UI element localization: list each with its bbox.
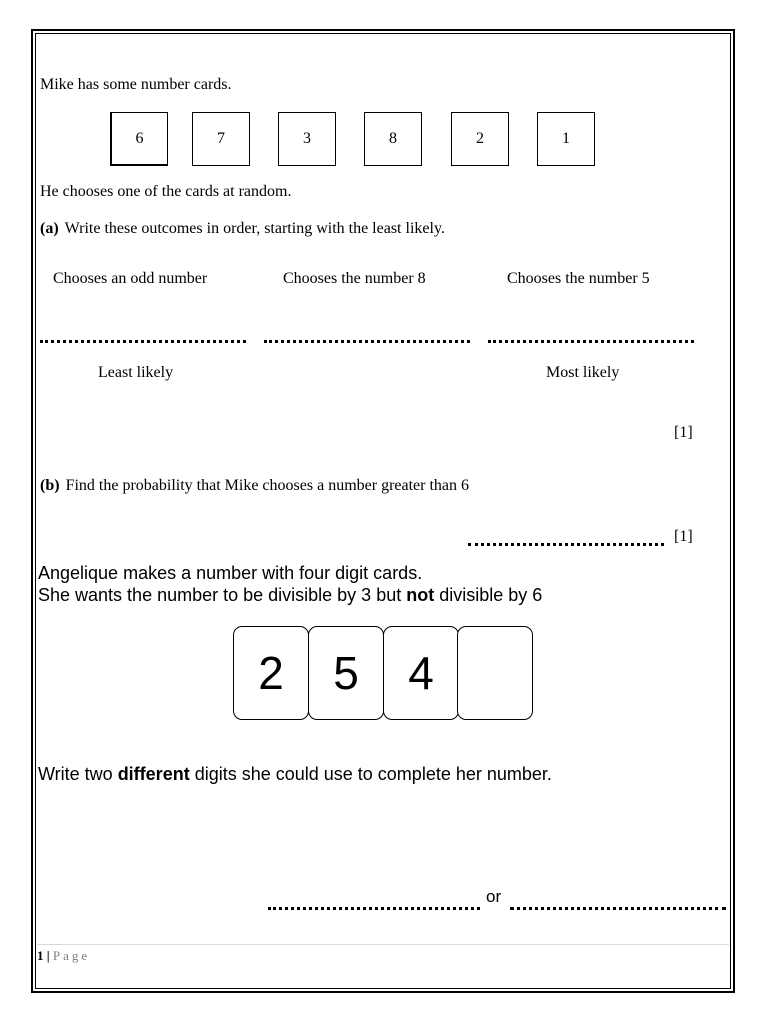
number-card: 1	[537, 112, 595, 166]
page-word: Page	[52, 948, 91, 963]
number-card: 2	[451, 112, 509, 166]
q2-line2: She wants the number to be divisible by 3 but not divisible by 6	[38, 585, 543, 605]
footer-divider	[37, 944, 729, 945]
q2-not-emphasis: not	[406, 585, 435, 605]
most-likely-label: Most likely	[546, 364, 620, 381]
page-number: 1	[37, 948, 44, 963]
part-b-text: Find the probability that Mike chooses a number greater than 6	[65, 477, 470, 494]
part-a-letter: (a)	[40, 220, 59, 237]
least-likely-label: Least likely	[98, 364, 174, 381]
number-card: 6	[110, 112, 168, 166]
page-border-inner	[35, 33, 731, 989]
digit-card: 5	[308, 626, 384, 720]
outcome-label: Chooses an odd number	[53, 270, 208, 287]
digit-card: 2	[233, 626, 309, 720]
digit-card: 4	[383, 626, 459, 720]
digit-card-blank[interactable]	[457, 626, 533, 720]
or-label: or	[486, 887, 502, 906]
page-footer: 1 | Page	[37, 948, 91, 963]
part-b-question	[40, 477, 469, 495]
q1-random-text: He chooses one of the cards at random.	[40, 183, 292, 200]
q1-intro: Mike has some number cards.	[40, 76, 232, 93]
number-cards	[110, 112, 600, 168]
answer-line-most[interactable]	[488, 340, 694, 343]
part-a-question	[40, 220, 445, 238]
part-a-mark: [1]	[674, 424, 693, 441]
q2-line1: Angelique makes a number with four digit cards.	[38, 563, 423, 583]
part-a-text: Write these outcomes in order, starting with the least likely.	[64, 220, 445, 237]
answer-line-least[interactable]	[40, 340, 246, 343]
q2-intro	[38, 562, 542, 606]
digit-cards	[233, 626, 535, 722]
outcome-label: Chooses the number 8	[283, 270, 426, 287]
number-card: 3	[278, 112, 336, 166]
q2-answer-line-2[interactable]	[510, 907, 726, 910]
different-emphasis: different	[117, 764, 190, 784]
q2-answer-line-1[interactable]	[268, 907, 480, 910]
answer-line-middle[interactable]	[264, 340, 470, 343]
outcome-label: Chooses the number 5	[507, 270, 650, 287]
part-b-letter: (b)	[40, 477, 60, 494]
number-card: 8	[364, 112, 422, 166]
part-b-mark: [1]	[674, 528, 693, 545]
number-card: 7	[192, 112, 250, 166]
part-b-answer-line[interactable]	[468, 543, 664, 546]
q2-instruction: Write two different digits she could use to complete her number.	[38, 764, 552, 784]
